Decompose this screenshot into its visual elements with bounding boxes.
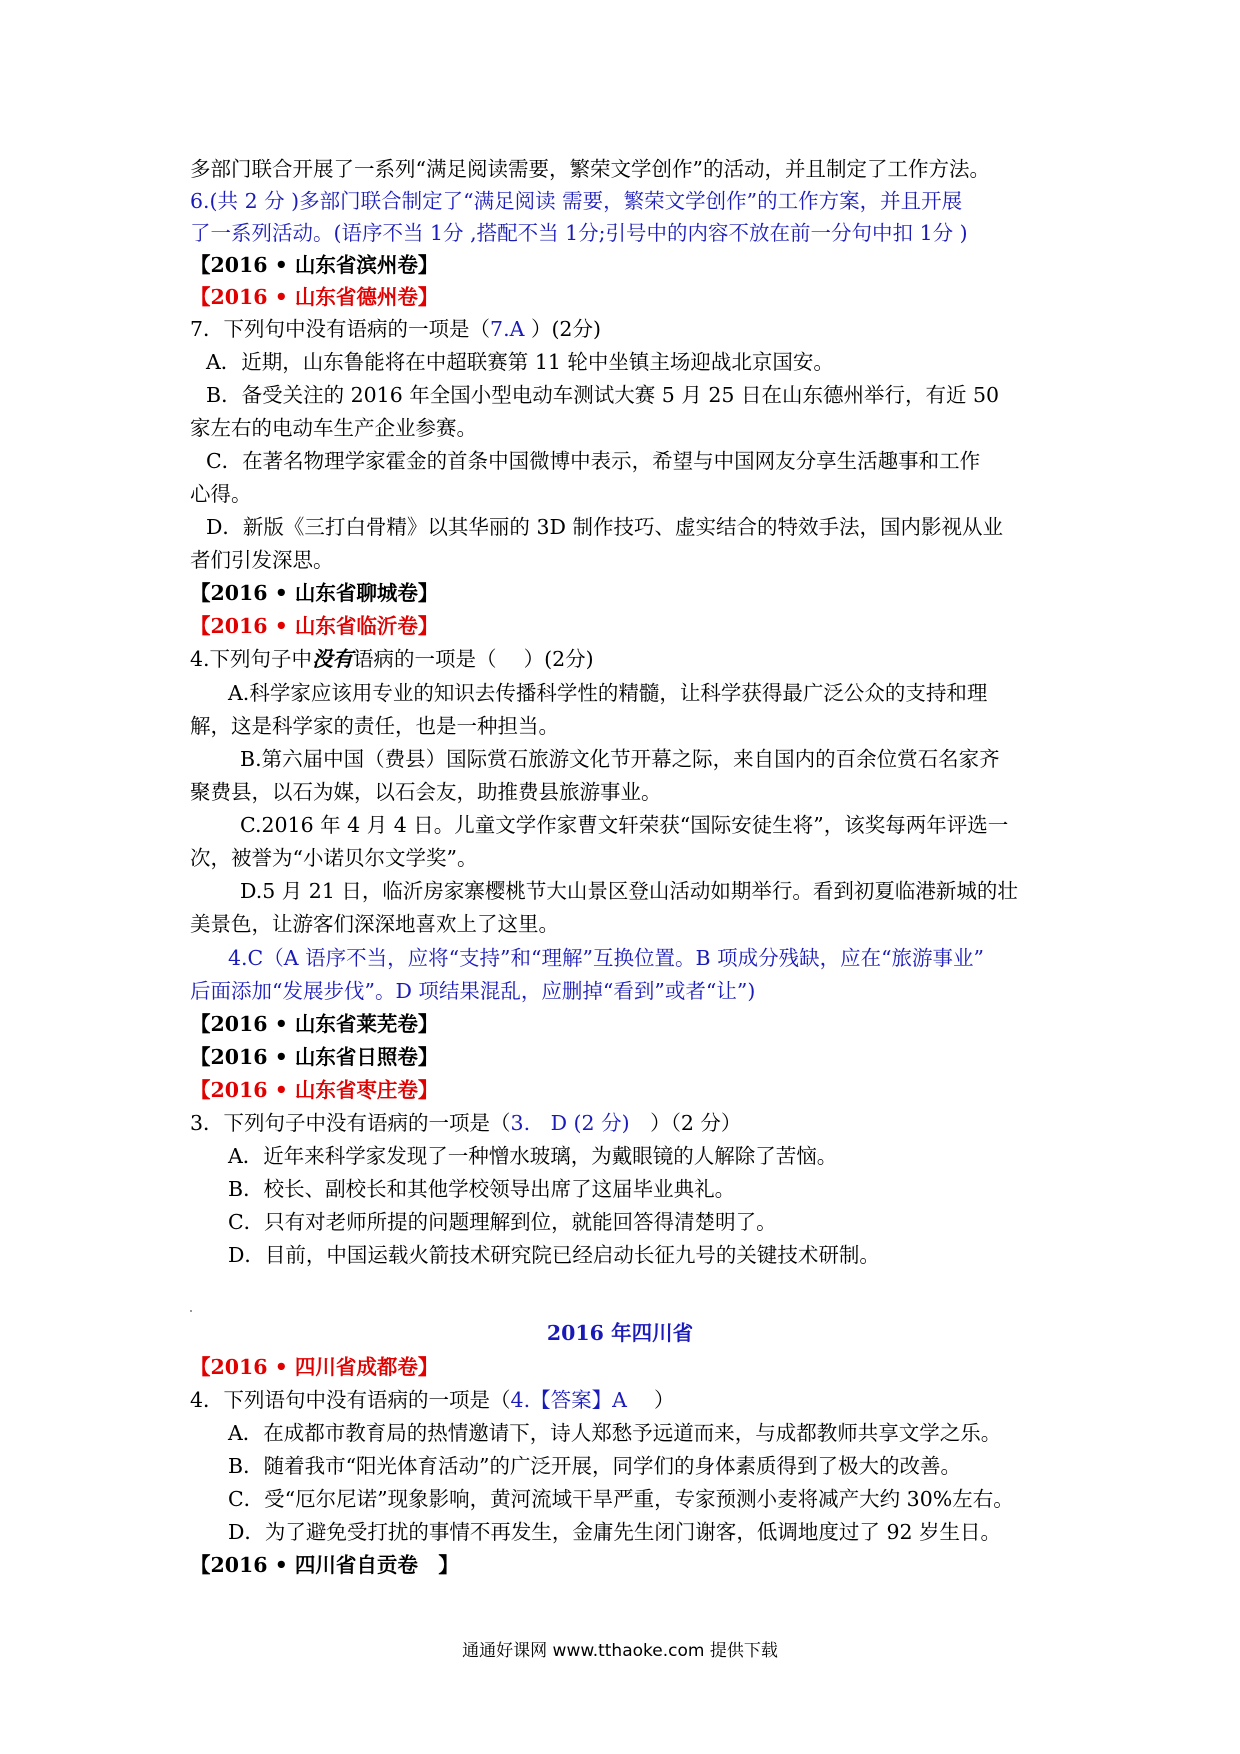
question-stem: 4．下列语句中没有语病的一项是（ <box>190 1388 511 1412</box>
section-heading-linyi: 【2016 • 山东省临沂卷】 <box>190 614 439 638</box>
section-heading-liaocheng: 【2016 • 山东省聊城卷】 <box>190 581 439 605</box>
question-score: ）(2分) <box>524 317 601 341</box>
option-b: B．随着我市“阳光体育活动”的广泛开展，同学们的身体素质得到了极大的改善。 <box>228 1454 962 1478</box>
option-b-cont: 聚费县，以石为媒，以石会友，助推费县旅游事业。 <box>190 780 662 804</box>
stray-dot <box>190 1310 192 1312</box>
option-c: C．只有对老师所提的问题理解到位，就能回答得清楚明了。 <box>228 1210 777 1234</box>
question-answer: 3. D (2 分) <box>510 1111 630 1135</box>
option-a: A．在成都市教育局的热情邀请下，诗人郑愁予远道而来，与成都教师共享文学之乐。 <box>228 1421 1002 1445</box>
option-b: B．校长、副校长和其他学校领导出席了这届毕业典礼。 <box>228 1177 736 1201</box>
question-4-chengdu <box>190 1385 674 1415</box>
option-c-cont: 心得。 <box>190 482 252 506</box>
question-3 <box>190 1108 741 1138</box>
option-d-cont: 者们引发深思。 <box>190 548 334 572</box>
option-d: D．目前，中国运载火箭技术研究院已经启动长征九号的关键技术研制。 <box>228 1243 880 1267</box>
text-line: 多部门联合开展了一系列“满足阅读需要，繁荣文学创作”的活动，并且制定了工作方法。 <box>190 157 990 181</box>
option-d: D．新版《三打白骨精》以其华丽的 3D 制作技巧、虚实结合的特效手法，国内影视从业 <box>206 515 1003 539</box>
section-heading-chengdu: 【2016 • 四川省成都卷】 <box>190 1355 439 1379</box>
section-heading-zaozhuang: 【2016 • 山东省枣庄卷】 <box>190 1078 439 1102</box>
question-7 <box>190 314 601 344</box>
option-c: C.2016 年 4 月 4 日。儿童文学作家曹文轩荣获“国际安徒生将”，该奖每两年评选一 <box>240 813 1009 837</box>
answer-line: 6.(共 2 分 )多部门联合制定了“满足阅读 需要，繁荣文学创作”的工作方案，并且开展 <box>190 189 963 213</box>
option-a: A．近期，山东鲁能将在中超联赛第 11 轮中坐镇主场迎战北京国安。 <box>206 350 834 374</box>
option-a: A．近年来科学家发现了一种憎水玻璃，为戴眼镜的人解除了苦恼。 <box>228 1144 838 1168</box>
section-heading-zigong: 【2016 • 四川省自贡卷 】 <box>190 1553 459 1577</box>
answer-line: 后面添加“发展步伐”。D 项结果混乱，应删掉“看到”或者“让”) <box>190 979 756 1003</box>
question-stem: 3．下列句子中没有语病的一项是（ <box>190 1111 511 1135</box>
option-b: B.第六届中国（费县）国际赏石旅游文化节开幕之际，来自国内的百余位赏石名家齐 <box>240 747 1000 771</box>
province-title-sichuan: 2016 年四川省 <box>546 1321 694 1345</box>
option-c: C．在著名物理学家霍金的首条中国微博中表示，希望与中国网友分享生活趣事和工作 <box>206 449 981 473</box>
option-c: C．受“厄尔尼诺”现象影响，黄河流域干旱严重，专家预测小麦将减产大约 30%左右。 <box>228 1487 1014 1511</box>
section-heading-dezhou: 【2016 • 山东省德州卷】 <box>190 285 439 309</box>
section-heading-laiwu: 【2016 • 山东省莱芜卷】 <box>190 1012 439 1036</box>
question-answer: 4.【答案】A <box>510 1388 627 1412</box>
option-d: D．为了避免受打扰的事情不再发生，金庸先生闭门谢客，低调地度过了 92 岁生日。 <box>228 1520 1002 1544</box>
option-d: D.5 月 21 日，临沂房家寨樱桃节大山景区登山活动如期举行。看到初夏临港新城的壮 <box>240 879 1018 903</box>
option-d-cont: 美景色，让游客们深深地喜欢上了这里。 <box>190 912 559 936</box>
emphasis-text: 没有 <box>312 647 354 671</box>
footer-text: 通通好课网 www.tthaoke.com 提供下载 <box>462 1641 778 1661</box>
question-score: ）（2 分） <box>629 1111 742 1135</box>
question-stem-rest: 语病的一项是（ ）(2分) <box>353 647 594 671</box>
section-heading-rizhao: 【2016 • 山东省日照卷】 <box>190 1045 439 1069</box>
option-a-cont: 解，这是科学家的责任，也是一种担当。 <box>190 714 559 738</box>
question-stem: 4.下列句子中 <box>190 647 313 671</box>
question-close: ） <box>626 1388 675 1412</box>
answer-line: 了一系列活动。(语序不当 1分 ,搭配不当 1分;引号中的内容不放在前一分句中扣 1分 ) <box>190 221 968 245</box>
question-answer: 7.A <box>490 317 525 341</box>
question-4-linyi <box>190 644 594 674</box>
answer-line: 4.C（A 语序不当，应将“支持”和“理解”互换位置。B 项成分残缺，应在“旅游事业” <box>228 946 985 970</box>
section-heading-binzhou: 【2016 • 山东省滨州卷】 <box>190 253 439 277</box>
option-a: A.科学家应该用专业的知识去传播科学性的精髓，让科学获得最广泛公众的支持和理 <box>228 681 988 705</box>
question-stem: 7．下列句中没有语病的一项是（ <box>190 317 491 341</box>
option-b: B．备受关注的 2016 年全国小型电动车测试大赛 5 月 25 日在山东德州举行，有近 50 <box>206 383 1000 407</box>
option-b-cont: 家左右的电动车生产企业参赛。 <box>190 416 477 440</box>
option-c-cont: 次，被誉为“小诺贝尔文学奖”。 <box>190 846 478 870</box>
